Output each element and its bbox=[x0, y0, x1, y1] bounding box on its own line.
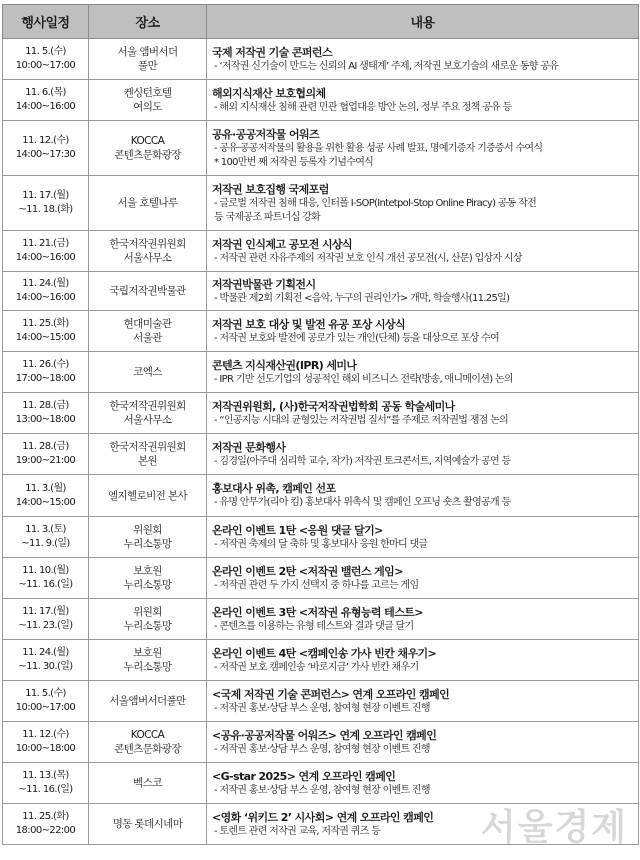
event-date-cell bbox=[3, 804, 89, 845]
event-description-line: - IPR 기반 선도기업의 성공적인 해외 비즈니스 전략(방송, 애니메이션) 논의 bbox=[214, 373, 513, 385]
event-date-line: 18:00~22:00 bbox=[15, 825, 76, 836]
header-place: 장소 bbox=[89, 5, 207, 39]
table-header-row bbox=[3, 5, 639, 39]
event-place-line: 코엑스 bbox=[133, 366, 162, 378]
event-title: 국제 저작권 기술 콘퍼런스 bbox=[212, 45, 332, 59]
table-row bbox=[3, 272, 639, 311]
event-title: 저작권 인식제고 공모전 시상식 bbox=[212, 237, 353, 251]
event-place-cell bbox=[89, 393, 207, 434]
event-date-line: 10:00~17:00 bbox=[15, 60, 76, 71]
event-place-line: 켄싱턴호텔 bbox=[123, 87, 172, 99]
event-date-line: 10:00~17:00 bbox=[15, 702, 76, 713]
event-description-line: - 저작권 보호와 발전에 공로가 있는 개인(단체) 등을 대상으로 포상 수여 bbox=[214, 332, 499, 344]
event-date-cell bbox=[3, 475, 89, 517]
event-description bbox=[212, 620, 632, 634]
event-date-line: ~11. 16.(일) bbox=[18, 579, 73, 590]
event-description-line: - 박물관 제2회 기획전 <음악, 누구의 권리인가> 개막, 학술행사(11.25일) bbox=[214, 292, 510, 304]
event-content-cell bbox=[207, 39, 639, 80]
event-date-line: 11. 25.(화) bbox=[22, 811, 69, 822]
event-title: 온라인 이벤트 4탄 <캠페인송 가사 빈칸 채우기> bbox=[212, 646, 437, 660]
event-description bbox=[212, 373, 632, 387]
event-place-line: 서울사무소 bbox=[123, 414, 172, 426]
event-date-line: 11. 17.(월) bbox=[22, 190, 69, 201]
event-description-line: - ‘저작권 신기술이 만드는 신뢰의 AI 생태계’ 주제, 저작권 보호기술의 새로운 동향 공유 bbox=[214, 60, 559, 72]
event-place-line: 콘텐츠문화광장 bbox=[114, 149, 181, 161]
event-title: 콘텐츠 지식재산권(IPR) 세미나 bbox=[212, 358, 357, 372]
event-date-cell bbox=[3, 272, 89, 311]
event-place-line: KOCCA bbox=[130, 729, 165, 741]
event-place-line: 누리소통망 bbox=[123, 620, 172, 632]
event-place-line: 현대미술관 bbox=[123, 318, 172, 330]
event-date-line: 11. 28.(금) bbox=[22, 441, 69, 452]
event-date-line: 11. 5.(수) bbox=[25, 46, 66, 57]
event-place-cell bbox=[89, 121, 207, 176]
event-content-cell bbox=[207, 121, 639, 176]
event-place-line: 위원회 bbox=[133, 606, 162, 618]
event-place-cell bbox=[89, 517, 207, 558]
event-description-line: - 저작권 홍보·상담 부스 운영, 참여형 현장 이벤트 진행 bbox=[214, 784, 430, 796]
event-place-cell bbox=[89, 176, 207, 231]
event-place-line: 서울앰버서더풀만 bbox=[109, 695, 186, 707]
event-place-cell bbox=[89, 434, 207, 475]
table-row bbox=[3, 640, 639, 681]
event-place-cell bbox=[89, 681, 207, 722]
event-date-line: 11. 24.(월) bbox=[22, 278, 69, 289]
event-description bbox=[212, 784, 632, 798]
event-content-cell bbox=[207, 599, 639, 640]
event-content-cell bbox=[207, 231, 639, 272]
event-title: <공유·공공저작물 어워즈> 연계 오프라인 캠페인 bbox=[212, 728, 437, 742]
table-row bbox=[3, 352, 639, 393]
event-date-cell bbox=[3, 80, 89, 121]
event-date-line: 11. 12.(수) bbox=[22, 135, 69, 146]
event-description bbox=[212, 661, 632, 675]
event-place-line: 국립저작권박물관 bbox=[109, 285, 186, 297]
event-place-cell bbox=[89, 558, 207, 599]
event-place-line: 벡스코 bbox=[133, 777, 162, 789]
table-row bbox=[3, 434, 639, 475]
event-place-cell bbox=[89, 272, 207, 311]
event-title: 저작권 문화행사 bbox=[212, 440, 286, 454]
event-place-line: 서울 호텔나루 bbox=[117, 197, 178, 209]
event-schedule-table bbox=[2, 4, 639, 845]
event-place-cell bbox=[89, 311, 207, 352]
event-place-line: 콘텐츠문화광장 bbox=[114, 743, 181, 755]
event-description-line: - 저작권 홍보·상담 부스 운영, 참여형 현장 이벤트 진행 bbox=[214, 702, 430, 714]
event-date-line: 11. 28.(금) bbox=[22, 400, 69, 411]
event-place-cell bbox=[89, 763, 207, 804]
event-date-cell bbox=[3, 393, 89, 434]
event-date-line: 11. 3.(토) bbox=[25, 524, 66, 535]
event-title: 저작권 보호집행 국제포럼 bbox=[212, 182, 329, 196]
event-content-cell bbox=[207, 272, 639, 311]
newspaper-watermark: 서울경제 bbox=[480, 806, 628, 848]
event-content-cell bbox=[207, 311, 639, 352]
event-title: 저작권 보호 대상 및 발전 유공 포상 시상식 bbox=[212, 317, 406, 331]
event-place-line: 한국저작권위원회 bbox=[109, 400, 186, 412]
event-description-line: - 저작권 홍보·상담 부스 운영, 참여형 현장 이벤트 진행 bbox=[214, 743, 430, 755]
event-place-cell bbox=[89, 231, 207, 272]
event-place-line: 서울사무소 bbox=[123, 252, 172, 264]
event-title: 해외지식재산 보호협의체 bbox=[212, 86, 326, 100]
event-description-line: - 저작권 축제의 달 축하 및 홍보대사 응원 한마디 댓글 bbox=[214, 538, 428, 550]
event-description-line: 등 국제공조 파트너십 강화 bbox=[214, 211, 320, 223]
event-description-line: * 100만번 째 저작권 등록자 기념수여식 bbox=[214, 156, 374, 168]
header-date: 행사일정 bbox=[3, 5, 89, 39]
event-title: 공유·공공저작물 어워즈 bbox=[212, 127, 320, 141]
event-place-line: KOCCA bbox=[130, 135, 165, 147]
table-row bbox=[3, 121, 639, 176]
table-row bbox=[3, 311, 639, 352]
event-date-line: 14:00~16:00 bbox=[15, 252, 76, 263]
event-content-cell bbox=[207, 393, 639, 434]
event-description-line: - 공유·공공저작물의 활용을 위한 활용 성공 사례 발표, 명예기증자 기증증서 수여식 bbox=[214, 142, 543, 154]
event-place-line: 서울관 bbox=[133, 332, 162, 344]
event-place-line: 풀만 bbox=[137, 60, 158, 72]
event-content-cell bbox=[207, 352, 639, 393]
event-content-cell bbox=[207, 434, 639, 475]
table-row bbox=[3, 722, 639, 763]
event-description-line: - 유명 안무가(리아 킴) 홍보대사 위촉식 및 캠페인 오프닝 숏츠 촬영공개 등 bbox=[214, 497, 511, 508]
event-content-cell bbox=[207, 763, 639, 804]
event-place-line: 위원회 bbox=[133, 524, 162, 536]
event-title: <영화 ‘위키드 2’ 시사회> 연계 오프라인 캠페인 bbox=[212, 810, 434, 824]
event-title: 온라인 이벤트 3탄 <저작권 유형능력 테스트> bbox=[212, 605, 423, 619]
event-content-cell bbox=[207, 640, 639, 681]
event-place-cell bbox=[89, 599, 207, 640]
event-date-cell bbox=[3, 231, 89, 272]
event-date-line: ~11. 9.(일) bbox=[21, 538, 70, 549]
event-date-line: 13:00~18:00 bbox=[15, 414, 76, 425]
event-description bbox=[212, 455, 632, 469]
event-date-cell bbox=[3, 763, 89, 804]
event-date-cell bbox=[3, 434, 89, 475]
schedule-page bbox=[2, 4, 638, 845]
table-row bbox=[3, 681, 639, 722]
event-place-line: 보호원 bbox=[133, 647, 162, 659]
event-place-line: 명동 롯데시네마 bbox=[112, 818, 183, 830]
event-date-cell bbox=[3, 558, 89, 599]
table-row bbox=[3, 393, 639, 434]
event-date-cell bbox=[3, 311, 89, 352]
event-place-line: 엘지헬로비전 본사 bbox=[107, 489, 188, 502]
event-description-line: - 저작권 보호 캠페인송 ‘바로지금’ 가사 빈칸 채우기 bbox=[214, 661, 419, 673]
event-date-line: 11. 5.(수) bbox=[25, 688, 66, 699]
event-description-line: - 콘텐츠를 이용하는 유형 테스트와 결과 댓글 달기 bbox=[214, 620, 414, 632]
event-description bbox=[212, 579, 632, 593]
table-row bbox=[3, 80, 639, 121]
table-row bbox=[3, 763, 639, 804]
event-description-line: - 저작권 관련 두 가지 선택지 중 하나를 고르는 게임 bbox=[214, 579, 419, 591]
event-title: 홍보대사 위촉, 캠페인 선포 bbox=[212, 482, 336, 495]
event-description bbox=[212, 292, 632, 306]
event-content-cell bbox=[207, 681, 639, 722]
event-title: <국제 저작권 기술 콘퍼런스> 연계 오프라인 캠페인 bbox=[212, 687, 450, 701]
event-place-cell bbox=[89, 39, 207, 80]
event-content-cell bbox=[207, 475, 639, 517]
event-place-cell bbox=[89, 640, 207, 681]
event-date-line: 14:00~17:30 bbox=[15, 149, 76, 160]
event-date-line: 11. 25.(화) bbox=[22, 318, 69, 329]
table-row bbox=[3, 475, 639, 517]
table-row bbox=[3, 804, 639, 845]
event-place-cell bbox=[89, 804, 207, 845]
event-place-line: 누리소통망 bbox=[123, 538, 172, 550]
table-row bbox=[3, 517, 639, 558]
event-content-cell bbox=[207, 558, 639, 599]
event-place-line: 여의도 bbox=[133, 101, 162, 113]
event-description-line: - “인공지능 시대의 균형있는 저작권법 질서”를 주제로 저작권법 쟁점 논의 bbox=[214, 414, 509, 426]
event-date-line: 10:00~18:00 bbox=[15, 743, 76, 754]
header-content: 내용 bbox=[207, 5, 639, 39]
event-place-line: 누리소통망 bbox=[123, 579, 172, 591]
event-place-line: 보호원 bbox=[133, 565, 162, 577]
table-row bbox=[3, 599, 639, 640]
table-row bbox=[3, 231, 639, 272]
event-date-line: ~11. 30.(일) bbox=[18, 661, 73, 672]
event-description-line: - 저작권 관련 자유주제의 저작권 보호 인식 개선 공모전(시, 산문) 입상자 시상 bbox=[214, 252, 522, 264]
event-description-line: - 김경일(아주대 심리학 교수, 작가) 저작권 토크콘서트, 지역예술가 공연 등 bbox=[214, 455, 511, 467]
event-date-line: 11. 6.(목) bbox=[25, 87, 66, 98]
event-date-cell bbox=[3, 681, 89, 722]
event-date-line: ~11. 18.(화) bbox=[18, 204, 73, 215]
event-description bbox=[212, 332, 632, 346]
event-date-line: 11. 17.(월) bbox=[22, 606, 69, 617]
event-description bbox=[212, 101, 632, 115]
event-date-cell bbox=[3, 517, 89, 558]
event-content-cell bbox=[207, 176, 639, 231]
event-place-line: 본원 bbox=[137, 455, 158, 467]
event-date-line: 17:00~18:00 bbox=[15, 373, 76, 384]
event-description bbox=[212, 197, 632, 225]
event-description-line: - 해외 지식재산 침해 관련 민관 협업대응 방안 논의, 정부 주요 정책 공유 등 bbox=[214, 101, 512, 113]
event-date-line: 11. 26.(수) bbox=[22, 359, 69, 370]
table-row bbox=[3, 558, 639, 599]
event-place-line: 누리소통망 bbox=[123, 661, 172, 673]
event-date-line: 11. 10.(월) bbox=[22, 565, 69, 576]
event-date-line: ~11. 23.(일) bbox=[18, 620, 73, 631]
event-date-cell bbox=[3, 176, 89, 231]
table-body bbox=[3, 39, 639, 845]
event-date-line: 11. 3.(월) bbox=[25, 482, 66, 494]
event-date-line: 11. 21.(금) bbox=[22, 238, 69, 249]
event-date-line: 14:00~16:00 bbox=[15, 101, 76, 112]
event-description-line: - 글로벌 저작권 침해 대응, 인터폴 I-SOP(Intetpol-Stop Online Piracy) 공동 작전 bbox=[214, 197, 537, 209]
event-title: 온라인 이벤트 2탄 <저작권 밸런스 게임> bbox=[212, 564, 403, 578]
event-date-cell bbox=[3, 39, 89, 80]
event-content-cell bbox=[207, 517, 639, 558]
event-place-cell bbox=[89, 475, 207, 517]
event-date-cell bbox=[3, 121, 89, 176]
event-date-cell bbox=[3, 352, 89, 393]
event-date-line: 11. 13.(목) bbox=[22, 770, 69, 781]
event-description bbox=[212, 496, 632, 510]
event-place-line: 한국저작권위원회 bbox=[109, 238, 186, 250]
event-place-cell bbox=[89, 722, 207, 763]
event-date-line: 11. 12.(수) bbox=[22, 729, 69, 740]
event-date-line: 11. 24.(월) bbox=[22, 647, 69, 658]
event-description bbox=[212, 414, 632, 428]
event-date-cell bbox=[3, 599, 89, 640]
event-date-cell bbox=[3, 722, 89, 763]
event-place-cell bbox=[89, 80, 207, 121]
event-title: 온라인 이벤트 1탄 <응원 댓글 달기> bbox=[212, 523, 383, 537]
event-title: 저작권박물관 기획전시 bbox=[212, 277, 316, 291]
event-description bbox=[212, 60, 632, 74]
event-title: 저작권위원회, (사)한국저작권법학회 공동 학술세미나 bbox=[212, 399, 455, 413]
event-date-line: 19:00~21:00 bbox=[15, 455, 76, 466]
table-row bbox=[3, 39, 639, 80]
event-title: <G-star 2025> 연계 오프라인 캠페인 bbox=[212, 769, 396, 783]
event-date-line: 14:00~16:00 bbox=[15, 292, 76, 303]
event-place-line: 한국저작권위원회 bbox=[109, 441, 186, 453]
event-date-line: ~11. 16.(일) bbox=[18, 784, 73, 795]
event-description bbox=[212, 825, 632, 839]
event-place-cell bbox=[89, 352, 207, 393]
event-description bbox=[212, 252, 632, 266]
event-description bbox=[212, 743, 632, 757]
table-row bbox=[3, 176, 639, 231]
event-description-line: - 토렌트 관련 저작권 교육, 저작권 퀴즈 등 bbox=[214, 825, 381, 837]
event-date-cell bbox=[3, 640, 89, 681]
event-content-cell bbox=[207, 804, 639, 845]
event-content-cell bbox=[207, 722, 639, 763]
event-date-line: 14:00~15:00 bbox=[15, 496, 76, 508]
event-description bbox=[212, 142, 632, 170]
event-description bbox=[212, 538, 632, 552]
event-content-cell bbox=[207, 80, 639, 121]
event-place-line: 서울 앰버서더 bbox=[117, 46, 178, 58]
event-description bbox=[212, 702, 632, 716]
event-date-line: 14:00~15:00 bbox=[15, 332, 76, 343]
